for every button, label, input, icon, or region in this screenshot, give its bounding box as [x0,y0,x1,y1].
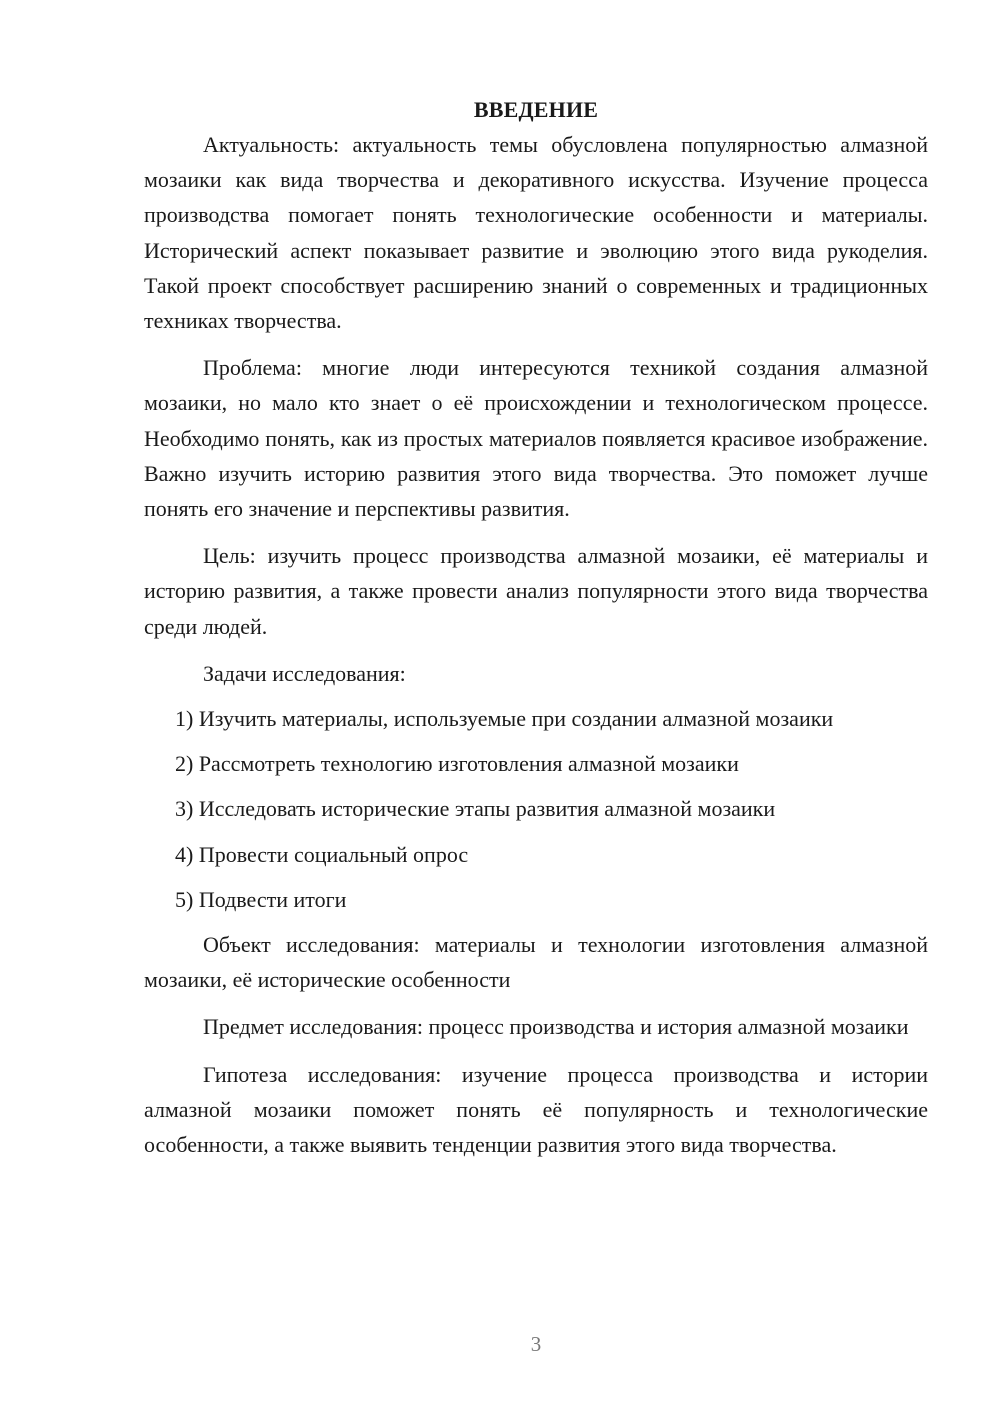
page-title: ВВЕДЕНИЕ [473,97,599,122]
goal-paragraph: Цель: изучить процесс производства алмазной мозаики, её материалы и историю развития, а также провести анализ популярности этого вида творчества среди людей. [144,543,928,639]
problem-paragraph: Проблема: многие люди интересуются техникой создания алмазной мозаики, но мало кто знает о её происхождении и технологическом процессе. Необходимо понять, как из простых материалов появляется красивое изображение. Важно изучить историю развития этого вида творчества. Это поможет лучше понять его значение и перспективы развития. [144,355,928,522]
task-item: 2) Рассмотреть технологию изготовления алмазной мозаики [175,751,739,777]
task-item: 5) Подвести итоги [175,886,347,912]
hypothesis-paragraph: Гипотеза исследования: изучение процесса производства и истории алмазной мозаики поможет понять её популярность и технологические особенности, а также выявить тенденции развития этого вида творчества. [144,1061,928,1158]
task-item: 1) Изучить материалы, используемые при создании алмазной мозаики [175,706,834,732]
document-page [144,92,928,1162]
task-item: 3) Исследовать исторические этапы развития алмазной мозаики [175,796,776,822]
page-number: 3 [530,1332,542,1356]
subject-paragraph: Предмет исследования: процесс производства и история алмазной мозаики [203,1014,909,1040]
tasks-list [144,701,928,917]
tasks-heading: Задачи исследования: [203,660,406,686]
object-paragraph: Объект исследования: материалы и технологии изготовления алмазной мозаики, её исторические особенности [144,932,928,993]
relevance-paragraph: Актуальность: актуальность темы обусловлена популярностью алмазной мозаики как вида творчества и декоративного искусства. Изучение процесса производства помогает понять технологические особенности и материалы. Исторический аспект показывает развитие и эволюцию этого вида рукоделия. Такой проект способствует расширению знаний о современных и традиционных техниках творчества. [144,132,928,334]
task-item: 4) Провести социальный опрос [175,841,469,867]
